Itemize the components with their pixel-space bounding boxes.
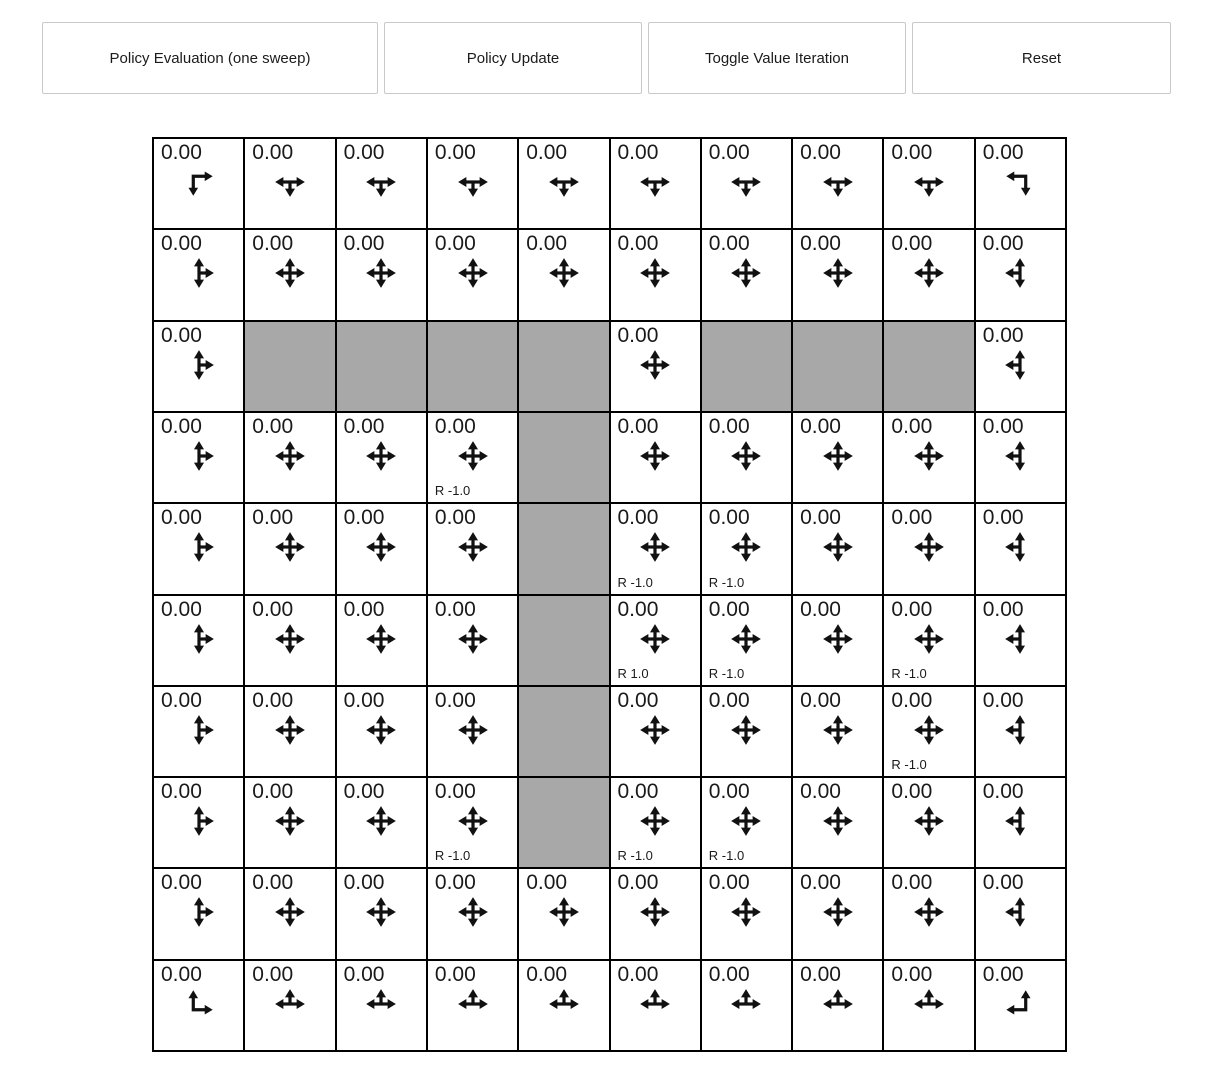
cell-value: 0.00 [343, 506, 385, 530]
policy-arrows-icon [639, 714, 671, 746]
grid-cell [245, 230, 336, 321]
policy-arrows-icon [365, 623, 397, 655]
policy-arrows-icon [183, 349, 215, 381]
grid-cell [428, 596, 519, 687]
cell-value: 0.00 [982, 414, 1024, 438]
grid-cell [337, 596, 428, 687]
policy-arrows-icon [822, 257, 854, 289]
cell-value: 0.00 [343, 597, 385, 621]
policy-arrows-icon [274, 714, 306, 746]
wall-cell [793, 322, 884, 413]
grid-cell [793, 961, 884, 1052]
cell-value: 0.00 [982, 780, 1024, 804]
policy-arrows-icon [183, 714, 215, 746]
grid-cell [245, 961, 336, 1052]
policy-arrows-icon [274, 623, 306, 655]
policy-arrows-icon [183, 257, 215, 289]
policy-arrows-icon [730, 805, 762, 837]
policy-arrows-icon [730, 531, 762, 563]
grid-cell [884, 596, 975, 687]
policy-arrows-icon [274, 896, 306, 928]
policy-arrows-icon [183, 988, 215, 1020]
cell-value: 0.00 [617, 414, 659, 438]
grid-cell [428, 687, 519, 778]
grid-cell [245, 778, 336, 869]
cell-value: 0.00 [434, 141, 476, 164]
cell-value: 0.00 [800, 414, 841, 438]
cell-value: 0.00 [617, 506, 659, 530]
cell-value: 0.00 [891, 506, 933, 530]
grid-cell [611, 504, 702, 595]
policy-arrows-icon [183, 896, 215, 928]
cell-value: 0.00 [526, 962, 568, 986]
grid-cell [702, 596, 793, 687]
cell-value: 0.00 [161, 780, 202, 804]
grid-cell [337, 869, 428, 960]
grid-cell [428, 504, 519, 595]
policy-update-button[interactable]: Policy Update [384, 22, 642, 94]
reward-label: R -1.0 [434, 483, 471, 499]
cell-value: 0.00 [800, 506, 841, 530]
cell-value: 0.00 [343, 141, 385, 164]
grid-cell [337, 961, 428, 1052]
wall-cell [519, 778, 610, 869]
grid-cell [519, 230, 610, 321]
cell-value: 0.00 [434, 597, 476, 621]
cell-value: 0.00 [891, 232, 933, 256]
reward-label: R -1.0 [708, 848, 745, 864]
grid-cell [337, 139, 428, 230]
policy-arrows-icon [183, 623, 215, 655]
policy-arrows-icon [913, 805, 945, 837]
grid-cell [793, 687, 884, 778]
policy-arrows-icon [274, 257, 306, 289]
cell-value: 0.00 [800, 962, 841, 986]
cell-value: 0.00 [617, 871, 659, 895]
grid-cell [976, 230, 1067, 321]
grid-cell [702, 139, 793, 230]
grid-cell [611, 961, 702, 1052]
grid-cell [884, 413, 975, 504]
grid-cell [793, 504, 884, 595]
grid-cell [245, 139, 336, 230]
grid-cell [702, 413, 793, 504]
policy-arrows-icon [365, 257, 397, 289]
policy-arrows-icon [730, 988, 762, 1020]
cell-value: 0.00 [343, 780, 385, 804]
reward-label: R -1.0 [708, 665, 745, 681]
wall-cell [245, 322, 336, 413]
policy-arrows-icon [822, 714, 854, 746]
cell-value: 0.00 [982, 962, 1024, 986]
cell-value: 0.00 [252, 962, 294, 986]
cell-value: 0.00 [252, 688, 294, 712]
grid-cell [884, 869, 975, 960]
policy-arrows-icon [1004, 531, 1036, 563]
policy-arrows-icon [639, 896, 671, 928]
cell-value: 0.00 [891, 597, 933, 621]
cell-value: 0.00 [982, 597, 1024, 621]
cell-value: 0.00 [708, 780, 750, 804]
policy-arrows-icon [457, 805, 489, 837]
cell-value: 0.00 [161, 597, 202, 621]
grid-cell [154, 687, 245, 778]
grid-cell [337, 778, 428, 869]
cell-value: 0.00 [708, 232, 750, 256]
gridworld [152, 137, 1067, 1052]
grid-cell [884, 504, 975, 595]
grid-cell [154, 961, 245, 1052]
grid-cell [245, 869, 336, 960]
policy-arrows-icon [730, 714, 762, 746]
cell-value: 0.00 [982, 323, 1024, 347]
policy-arrows-icon [639, 440, 671, 472]
grid-cell [428, 413, 519, 504]
policy-arrows-icon [365, 440, 397, 472]
cell-value: 0.00 [708, 962, 750, 986]
policy-arrows-icon [183, 805, 215, 837]
grid-cell [519, 139, 610, 230]
cell-value: 0.00 [891, 780, 933, 804]
grid-cell [154, 322, 245, 413]
policy-arrows-icon [457, 623, 489, 655]
cell-value: 0.00 [343, 871, 385, 895]
policy-arrows-icon [548, 166, 580, 198]
policy-arrows-icon [365, 896, 397, 928]
grid-cell [976, 778, 1067, 869]
grid-cell [976, 869, 1067, 960]
cell-value: 0.00 [434, 962, 476, 986]
cell-value: 0.00 [526, 141, 568, 164]
cell-value: 0.00 [891, 414, 933, 438]
grid-cell [154, 139, 245, 230]
cell-value: 0.00 [891, 871, 933, 895]
cell-value: 0.00 [252, 506, 294, 530]
grid-cell [793, 139, 884, 230]
grid-cell [884, 961, 975, 1052]
policy-arrows-icon [457, 896, 489, 928]
policy-arrows-icon [1004, 623, 1036, 655]
reward-label: R 1.0 [617, 665, 649, 681]
policy-arrows-icon [639, 531, 671, 563]
cell-value: 0.00 [161, 323, 202, 347]
policy-arrows-icon [913, 623, 945, 655]
grid-cell [611, 413, 702, 504]
cell-value: 0.00 [252, 597, 294, 621]
policy-arrows-icon [548, 988, 580, 1020]
policy-arrows-icon [274, 440, 306, 472]
grid-cell [884, 139, 975, 230]
grid-cell [793, 230, 884, 321]
grid-cell [337, 504, 428, 595]
policy-arrows-icon [457, 531, 489, 563]
policy-arrows-icon [913, 440, 945, 472]
policy-arrows-icon [1004, 896, 1036, 928]
cell-value: 0.00 [617, 780, 659, 804]
policy-arrows-icon [1004, 988, 1036, 1020]
grid-cell [793, 778, 884, 869]
reward-label: R -1.0 [708, 574, 745, 590]
cell-value: 0.00 [617, 232, 659, 256]
cell-value: 0.00 [343, 962, 385, 986]
grid-cell [245, 596, 336, 687]
cell-value: 0.00 [526, 871, 568, 895]
cell-value: 0.00 [161, 141, 202, 164]
grid-cell [337, 413, 428, 504]
policy-arrows-icon [548, 896, 580, 928]
cell-value: 0.00 [252, 780, 294, 804]
grid-cell [428, 961, 519, 1052]
cell-value: 0.00 [617, 597, 659, 621]
grid-cell [245, 687, 336, 778]
grid-cell [884, 778, 975, 869]
grid-cell [793, 596, 884, 687]
grid-cell [519, 961, 610, 1052]
policy-arrows-icon [274, 988, 306, 1020]
grid-cell [793, 869, 884, 960]
wall-cell [519, 322, 610, 413]
policy-arrows-icon [730, 896, 762, 928]
policy-arrows-icon [1004, 166, 1036, 198]
reward-label: R -1.0 [617, 848, 653, 864]
grid-cell [154, 230, 245, 321]
grid-cell [976, 596, 1067, 687]
cell-value: 0.00 [982, 232, 1024, 256]
grid-cell [154, 778, 245, 869]
reward-label: R -1.0 [891, 757, 927, 773]
cell-value: 0.00 [891, 962, 933, 986]
reset-button[interactable]: Reset [912, 22, 1171, 94]
reward-label: R -1.0 [434, 848, 471, 864]
cell-value: 0.00 [161, 962, 202, 986]
cell-value: 0.00 [161, 506, 202, 530]
policy-arrows-icon [183, 440, 215, 472]
grid-cell [793, 413, 884, 504]
policy-arrows-icon [822, 988, 854, 1020]
grid-cell [702, 869, 793, 960]
policy-arrows-icon [365, 805, 397, 837]
cell-value: 0.00 [526, 232, 568, 256]
cell-value: 0.00 [343, 414, 385, 438]
policy-arrows-icon [457, 988, 489, 1020]
policy-arrows-icon [730, 257, 762, 289]
cell-value: 0.00 [161, 232, 202, 256]
policy-arrows-icon [183, 531, 215, 563]
cell-value: 0.00 [982, 688, 1024, 712]
cell-value: 0.00 [800, 141, 841, 164]
cell-value: 0.00 [800, 232, 841, 256]
cell-value: 0.00 [617, 323, 659, 347]
policy-arrows-icon [274, 531, 306, 563]
grid-cell [428, 139, 519, 230]
grid-cell [611, 687, 702, 778]
grid-cell [428, 869, 519, 960]
policy-arrows-icon [365, 714, 397, 746]
policy-arrows-icon [274, 166, 306, 198]
cell-value: 0.00 [434, 506, 476, 530]
cell-value: 0.00 [434, 780, 476, 804]
toggle-value-iteration-button[interactable]: Toggle Value Iteration [648, 22, 906, 94]
toolbar [42, 22, 1171, 94]
policy-arrows-icon [822, 623, 854, 655]
cell-value: 0.00 [708, 414, 750, 438]
grid-cell [611, 322, 702, 413]
policy-arrows-icon [457, 440, 489, 472]
cell-value: 0.00 [161, 688, 202, 712]
grid-cell [154, 413, 245, 504]
grid-cell [702, 504, 793, 595]
grid-cell [337, 687, 428, 778]
wall-cell [519, 504, 610, 595]
grid-cell [976, 504, 1067, 595]
grid-cell [702, 230, 793, 321]
cell-value: 0.00 [434, 871, 476, 895]
cell-value: 0.00 [617, 688, 659, 712]
grid-cell [245, 504, 336, 595]
grid-cell [976, 139, 1067, 230]
cell-value: 0.00 [800, 688, 841, 712]
policy-arrows-icon [822, 896, 854, 928]
grid-cell [428, 230, 519, 321]
policy-arrows-icon [822, 805, 854, 837]
policy-arrows-icon [274, 805, 306, 837]
cell-value: 0.00 [434, 688, 476, 712]
cell-value: 0.00 [252, 232, 294, 256]
policy-arrows-icon [183, 166, 215, 198]
cell-value: 0.00 [617, 141, 659, 164]
grid-cell [245, 413, 336, 504]
grid-cell [611, 869, 702, 960]
cell-value: 0.00 [982, 506, 1024, 530]
cell-value: 0.00 [982, 141, 1024, 164]
policy-arrows-icon [822, 440, 854, 472]
cell-value: 0.00 [708, 141, 750, 164]
policy-arrows-icon [639, 257, 671, 289]
grid-cell [154, 869, 245, 960]
policy-arrows-icon [457, 714, 489, 746]
policy-arrows-icon [457, 166, 489, 198]
cell-value: 0.00 [161, 414, 202, 438]
policy-arrows-icon [639, 805, 671, 837]
policy-arrows-icon [913, 714, 945, 746]
grid-cell [154, 596, 245, 687]
cell-value: 0.00 [708, 871, 750, 895]
cell-value: 0.00 [708, 688, 750, 712]
policy-arrows-icon [639, 349, 671, 381]
grid-cell [976, 961, 1067, 1052]
policy-arrows-icon [1004, 257, 1036, 289]
policy-arrows-icon [1004, 349, 1036, 381]
policy-arrows-icon [913, 257, 945, 289]
wall-cell [519, 596, 610, 687]
grid-cell [702, 687, 793, 778]
grid-cell [976, 322, 1067, 413]
policy-arrows-icon [548, 257, 580, 289]
cell-value: 0.00 [891, 688, 933, 712]
grid-cell [611, 778, 702, 869]
grid-cell [519, 869, 610, 960]
policy-arrows-icon [730, 440, 762, 472]
grid-cell [702, 961, 793, 1052]
cell-value: 0.00 [708, 506, 750, 530]
grid-cell [611, 230, 702, 321]
policy-arrows-icon [822, 531, 854, 563]
grid-cell [884, 230, 975, 321]
policy-arrows-icon [365, 988, 397, 1020]
wall-cell [428, 322, 519, 413]
policy-arrows-icon [913, 166, 945, 198]
cell-value: 0.00 [252, 871, 294, 895]
policy-arrows-icon [639, 166, 671, 198]
cell-value: 0.00 [252, 141, 294, 164]
policy-arrows-icon [913, 988, 945, 1020]
wall-cell [702, 322, 793, 413]
cell-value: 0.00 [800, 871, 841, 895]
cell-value: 0.00 [434, 232, 476, 256]
policy-arrows-icon [822, 166, 854, 198]
reward-label: R -1.0 [891, 665, 927, 681]
wall-cell [519, 687, 610, 778]
policy-arrows-icon [639, 988, 671, 1020]
cell-value: 0.00 [161, 871, 202, 895]
cell-value: 0.00 [982, 871, 1024, 895]
cell-value: 0.00 [708, 597, 750, 621]
policy-arrows-icon [365, 531, 397, 563]
grid-cell [154, 504, 245, 595]
reward-label: R -1.0 [617, 574, 653, 590]
grid-cell [611, 139, 702, 230]
policy-arrows-icon [457, 257, 489, 289]
cell-value: 0.00 [617, 962, 659, 986]
wall-cell [884, 322, 975, 413]
grid-cell [976, 687, 1067, 778]
wall-cell [337, 322, 428, 413]
policy-arrows-icon [730, 166, 762, 198]
cell-value: 0.00 [800, 780, 841, 804]
cell-value: 0.00 [891, 141, 933, 164]
wall-cell [519, 413, 610, 504]
grid-cell [702, 778, 793, 869]
policy-arrows-icon [1004, 714, 1036, 746]
cell-value: 0.00 [434, 414, 476, 438]
cell-value: 0.00 [252, 414, 294, 438]
cell-value: 0.00 [343, 688, 385, 712]
policy-evaluation-button[interactable]: Policy Evaluation (one sweep) [42, 22, 378, 94]
policy-arrows-icon [365, 166, 397, 198]
policy-arrows-icon [1004, 805, 1036, 837]
policy-arrows-icon [639, 623, 671, 655]
policy-arrows-icon [913, 896, 945, 928]
policy-arrows-icon [1004, 440, 1036, 472]
policy-arrows-icon [730, 623, 762, 655]
grid-cell [337, 230, 428, 321]
grid-cell [428, 778, 519, 869]
cell-value: 0.00 [800, 597, 841, 621]
grid-cell [884, 687, 975, 778]
grid-cell [976, 413, 1067, 504]
policy-arrows-icon [913, 531, 945, 563]
cell-value: 0.00 [343, 232, 385, 256]
grid-cell [611, 596, 702, 687]
